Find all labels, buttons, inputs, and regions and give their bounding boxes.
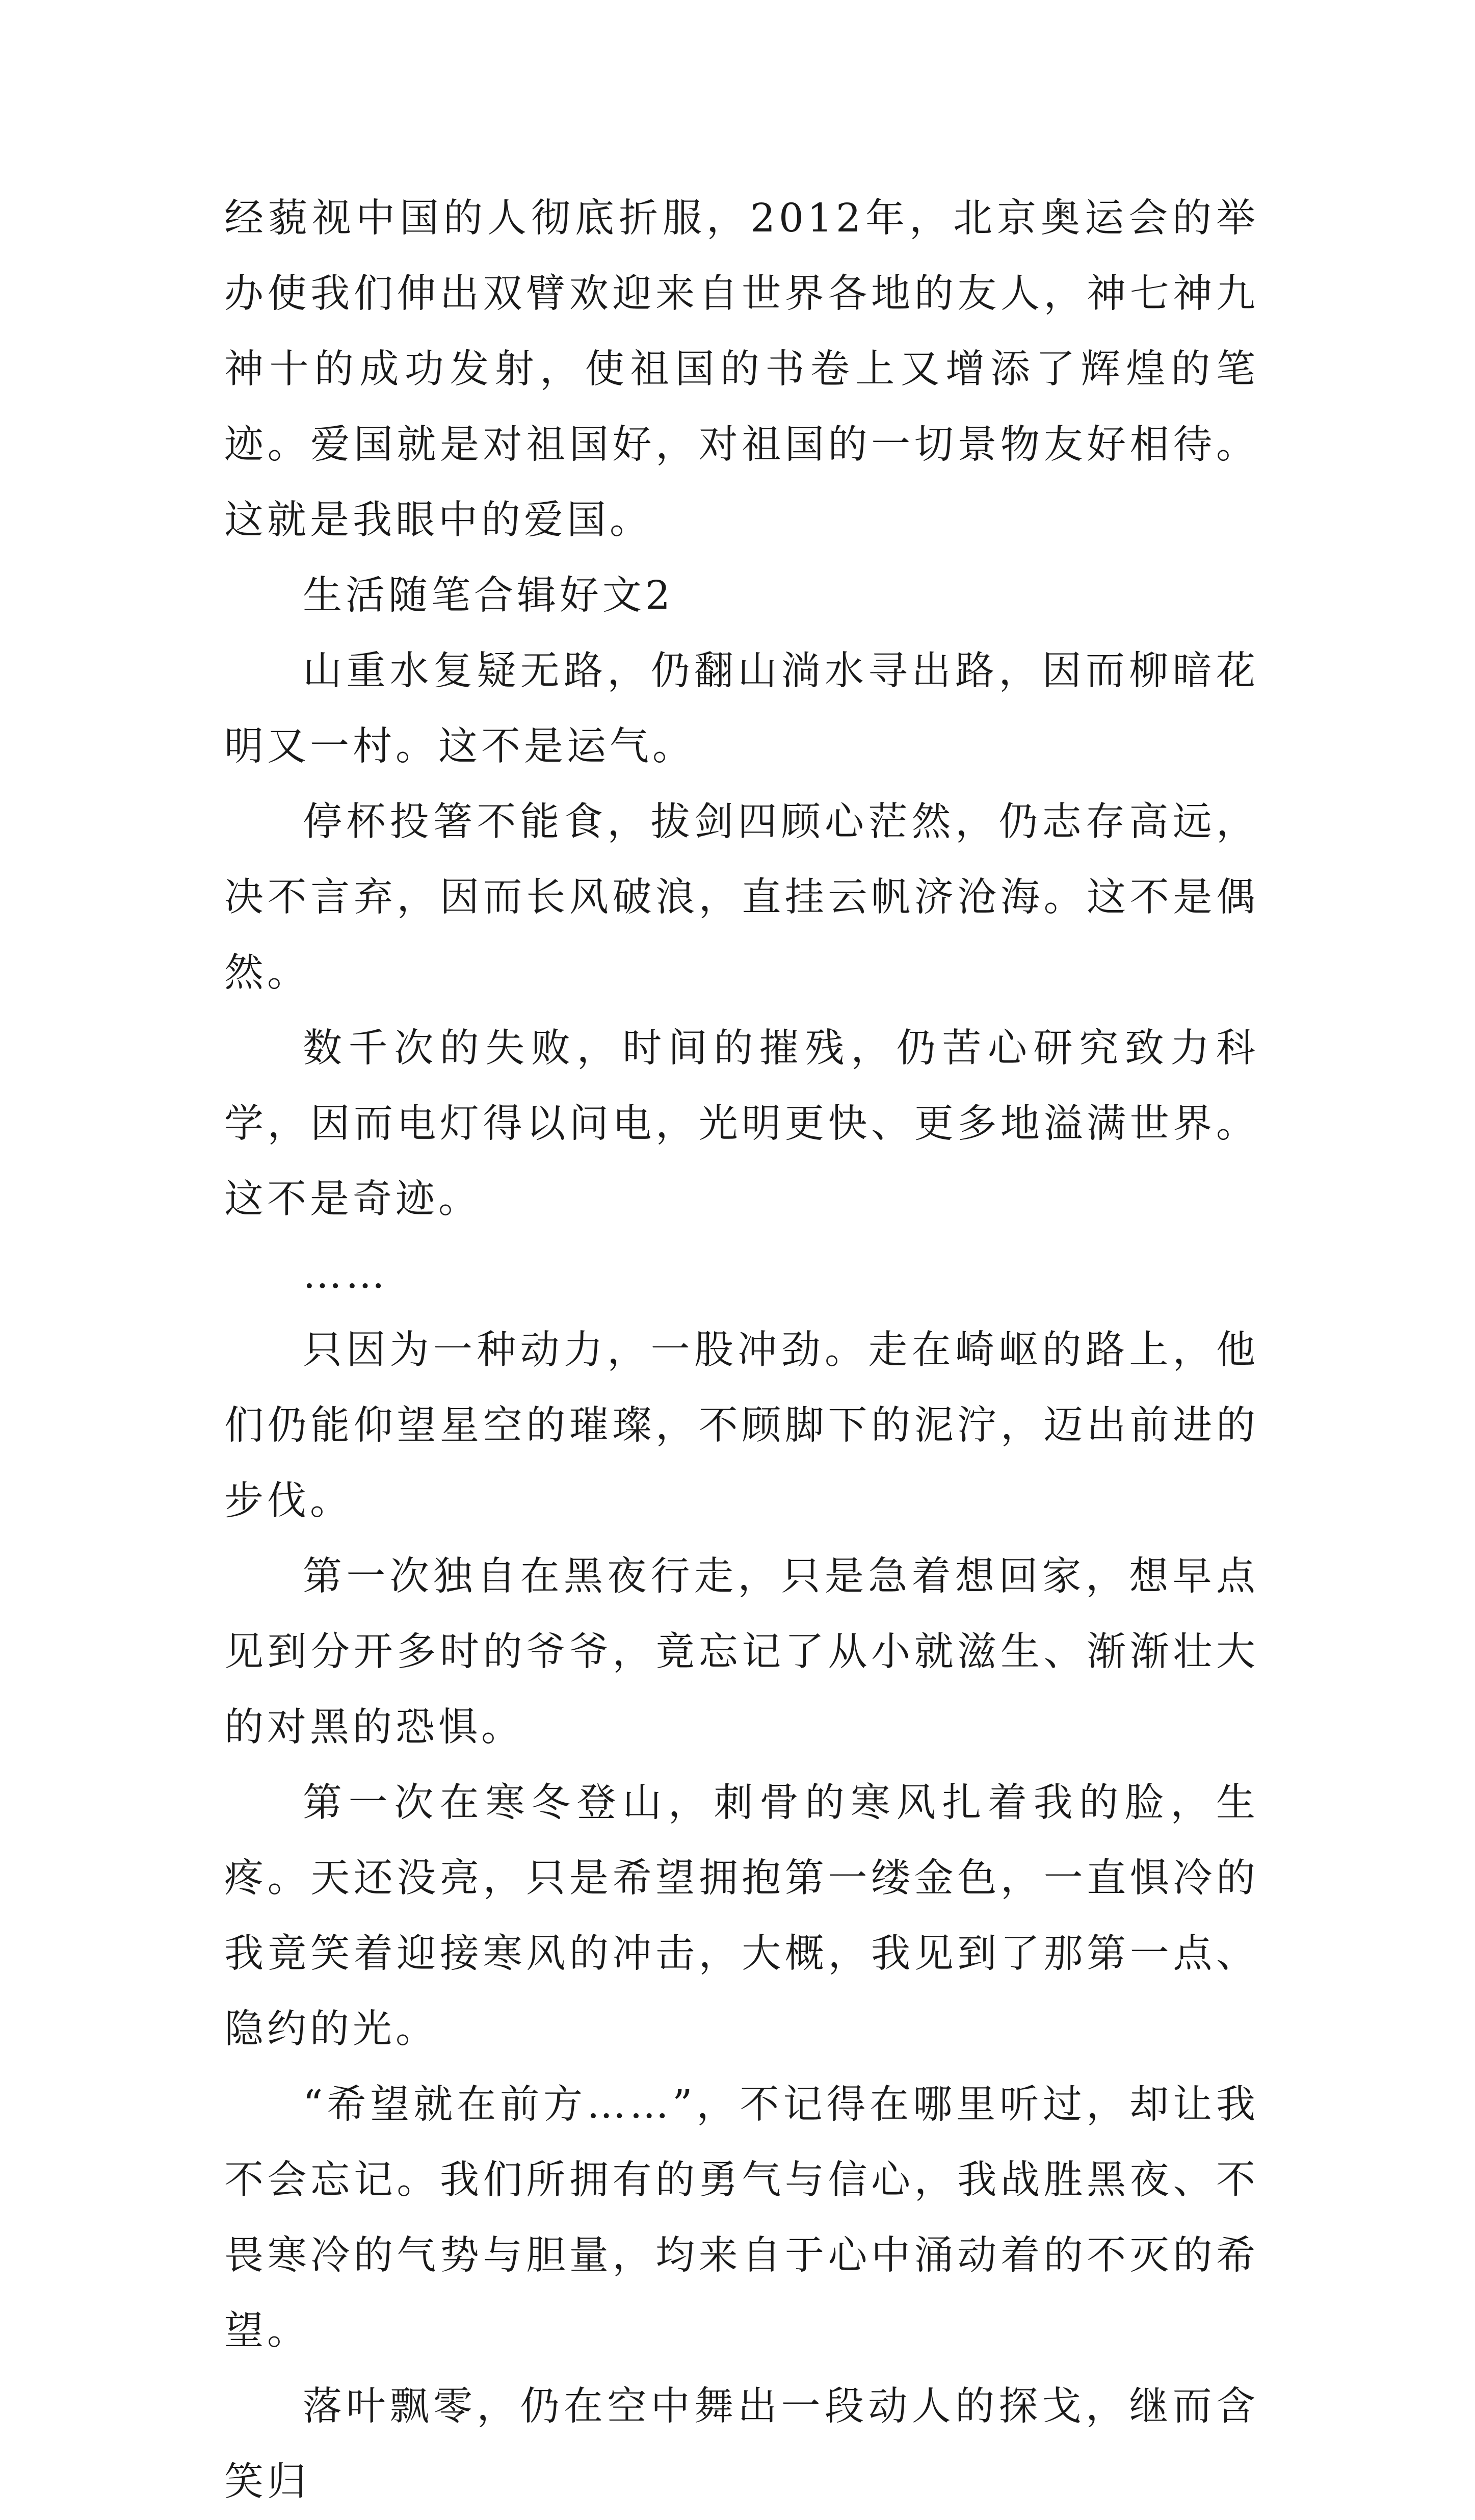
paragraph-hope: “希望就在前方……”，不记得在哪里听过，却让我不会忘记。我们所拥有的勇气与信心，我战胜黑夜、不畏寒冷的气势与胆量，均来自于心中涌动着的不灭的希望。 xyxy=(224,2082,1259,2354)
paragraph-patriotism-ending: 经藐视中国的人彻底折服，2012年，北京奥运会的举办使我们伸出双臂欢迎来自世界各地的友人，神七神九神十的成功发射，使祖国的书卷上又增添了辉煌的笔迹。爱国就是对祖国好，对祖国的一切景物友好相待。这就是我眼中的爱国。 xyxy=(224,196,1259,543)
paragraph-night-walk: 第一次独自在黑夜行走，只是急着想回家，想早点见到分开多时的爷爷，竟忘记了从小就滋生、渐渐壮大的对黑的恐惧。 xyxy=(224,1554,1259,1750)
paragraph-mountains: 山重水复疑无路，仍翻山淌水寻出路，因而柳暗花明又一村。这不是运气。 xyxy=(224,648,1259,769)
paragraph-falling-leaves: 落叶飘零，仍在空中舞出一段动人的探戈，继而含笑归 xyxy=(224,2384,1259,2505)
paragraph-failures: 数千次的失败，时间的摧残，仍苦心研究致力科学，因而电灯得以问电，光明更快、更多地溢满世界。这不是奇迹。 xyxy=(224,1026,1259,1222)
paragraph-wine-cup: 停杯投箸不能食，拔剑四顾心茫然，仍志存高远，决不言弃，因而长风破浪，直挂云帆济沧海。这不是偶然。 xyxy=(224,799,1259,996)
document-body xyxy=(224,181,1259,2520)
paragraph-ellipsis: …… xyxy=(303,1252,388,1297)
paragraph-winter-climb: 第一次在寒冬登山，刺骨的寒风扎着我的脸，生疼。天还没亮，只是希望拥抱第一缕金色，一直惧冷的我竟笑着迎接寒风的冲击，大概，我见到了那第一点、隐约的光。 xyxy=(224,1780,1259,2052)
paragraph-motivation: 只因为一种动力，一股冲劲。走在崎岖的路上，他们仍能仰望星空的璀璨，不顾脚下的泥泞，迈出前进的步伐。 xyxy=(224,1328,1259,1524)
section-heading: 生活随笔合辑好文2 xyxy=(303,573,674,618)
